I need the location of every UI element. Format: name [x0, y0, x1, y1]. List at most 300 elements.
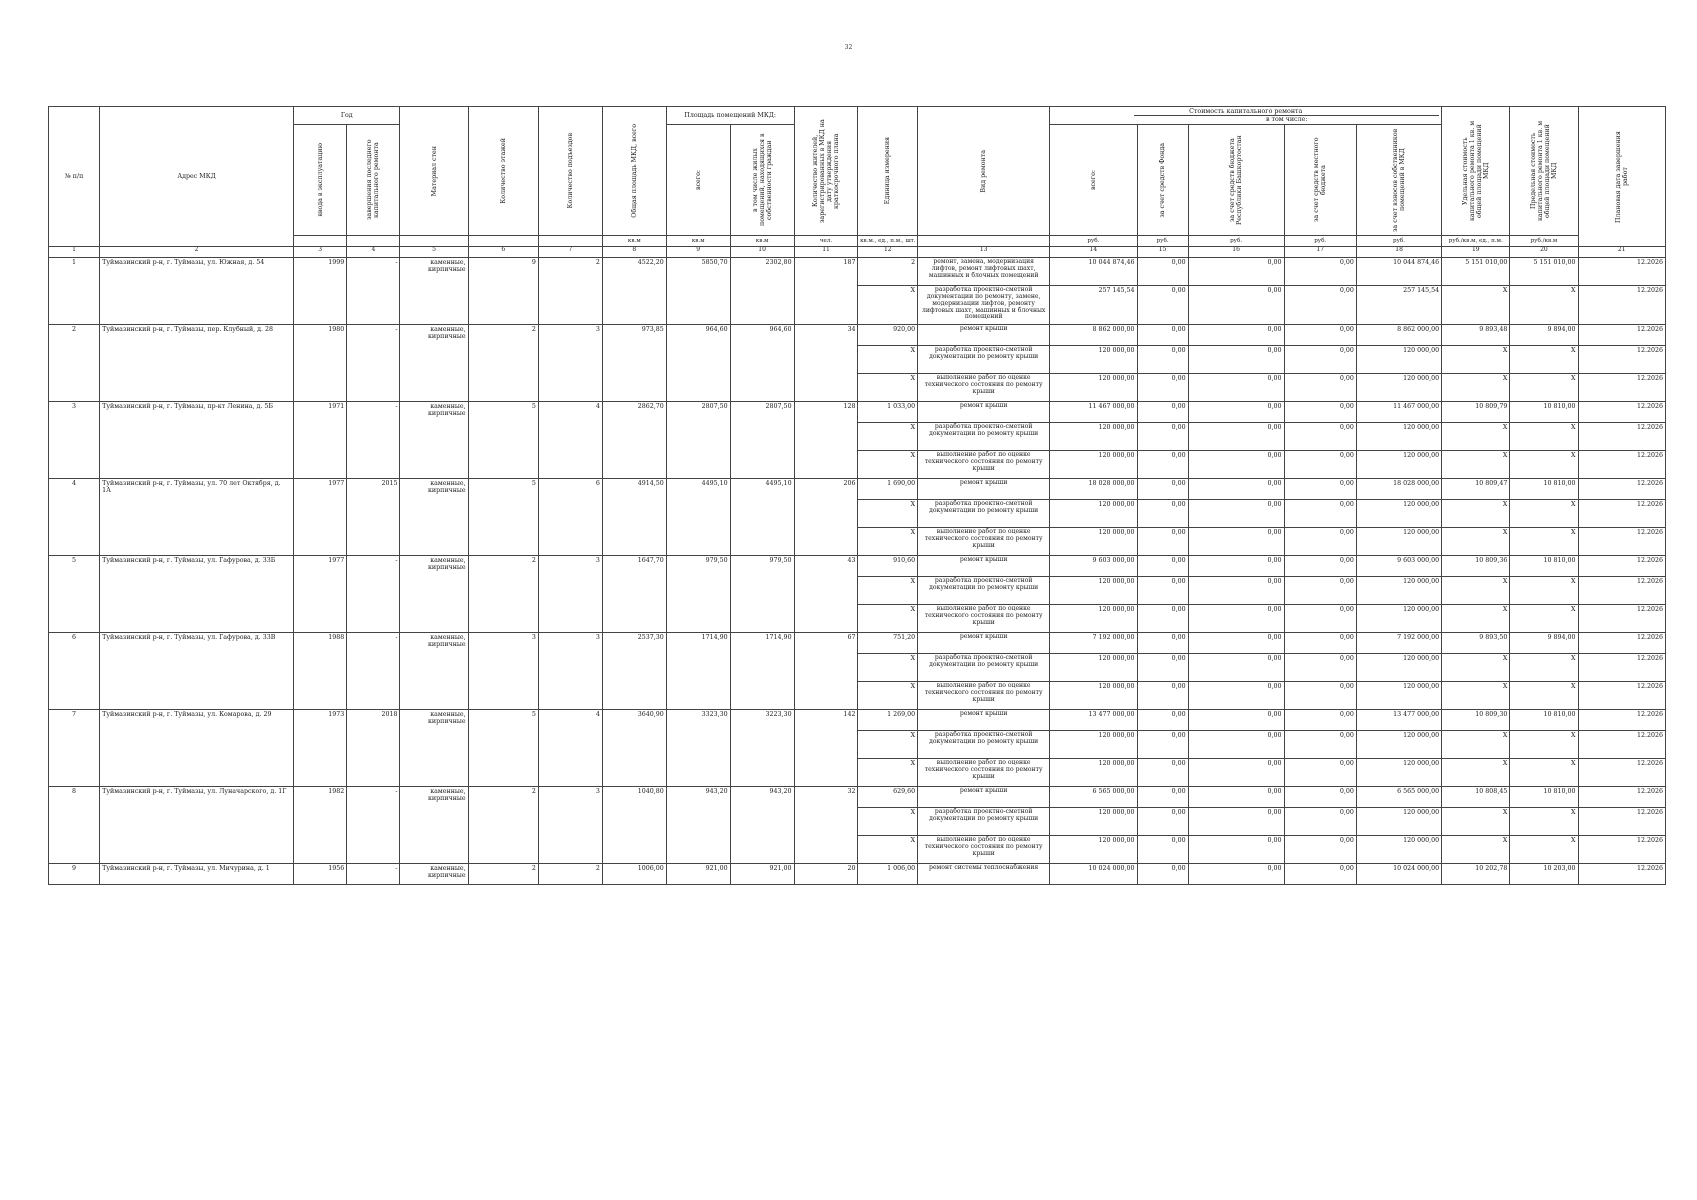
work-cost-total: 120 000,00 — [1050, 577, 1137, 605]
work-cost-owners: 120 000,00 — [1356, 808, 1441, 836]
work-limit-cost: X — [1510, 759, 1578, 787]
work-unit-cost: X — [1442, 577, 1510, 605]
work-cost-fund: 0,00 — [1137, 374, 1188, 402]
work-planned-date: 12.2026 — [1578, 286, 1666, 325]
row-area-residential: 3223,30 — [730, 710, 794, 787]
header-year-commission: ввода в эксплуатацию — [293, 125, 346, 236]
work-unit-cost: 10 808,45 — [1442, 787, 1510, 808]
work-unit: 910,60 — [858, 556, 918, 577]
work-cost-owners: 120 000,00 — [1356, 605, 1441, 633]
work-cost-total: 10 024 000,00 — [1050, 864, 1137, 885]
work-unit-cost: X — [1442, 731, 1510, 759]
work-cost-republic: 0,00 — [1188, 633, 1284, 654]
header-year-last-repair: завершения последнего капитального ремонта — [347, 125, 400, 236]
row-wall-material: каменные, кирпичные — [400, 402, 468, 479]
unit-label-col-9: кв.м — [666, 236, 730, 247]
work-unit-cost: X — [1442, 374, 1510, 402]
row-wall-material: каменные, кирпичные — [400, 479, 468, 556]
row-total-area: 1006,00 — [602, 864, 666, 885]
row-area-all: 979,50 — [666, 556, 730, 633]
work-cost-owners: 13 477 000,00 — [1356, 710, 1441, 731]
table-row — [49, 402, 1666, 423]
column-number-3: 3 — [293, 247, 346, 258]
work-unit-cost: X — [1442, 500, 1510, 528]
work-type: ремонт крыши — [918, 402, 1050, 423]
row-year-repair: 2018 — [347, 710, 400, 787]
row-entrances: 2 — [538, 258, 602, 325]
work-unit: X — [858, 654, 918, 682]
row-residents: 128 — [794, 402, 858, 479]
work-planned-date: 12.2026 — [1578, 528, 1666, 556]
work-cost-fund: 0,00 — [1137, 864, 1188, 885]
column-number-10: 10 — [730, 247, 794, 258]
header-cost-group — [1050, 107, 1442, 125]
work-cost-fund: 0,00 — [1137, 528, 1188, 556]
header-floors: Количество этажей — [468, 107, 538, 236]
column-number-18: 18 — [1356, 247, 1441, 258]
work-cost-republic: 0,00 — [1188, 286, 1284, 325]
row-residents: 142 — [794, 710, 858, 787]
column-number-21: 21 — [1578, 247, 1666, 258]
work-unit-cost: X — [1442, 286, 1510, 325]
work-cost-owners: 120 000,00 — [1356, 374, 1441, 402]
column-number-15: 15 — [1137, 247, 1188, 258]
work-cost-fund: 0,00 — [1137, 633, 1188, 654]
work-cost-local: 0,00 — [1284, 325, 1356, 346]
work-cost-local: 0,00 — [1284, 808, 1356, 836]
work-cost-fund: 0,00 — [1137, 577, 1188, 605]
column-number-16: 16 — [1188, 247, 1284, 258]
work-limit-cost: X — [1510, 374, 1578, 402]
work-planned-date: 12.2026 — [1578, 787, 1666, 808]
work-cost-total: 13 477 000,00 — [1050, 710, 1137, 731]
work-limit-cost: X — [1510, 451, 1578, 479]
work-cost-local: 0,00 — [1284, 423, 1356, 451]
work-planned-date: 12.2026 — [1578, 556, 1666, 577]
row-total-area: 973,85 — [602, 325, 666, 402]
header-area-residential: в том числе жилых помещений, находящихся в собственности граждан — [730, 125, 794, 236]
work-cost-local: 0,00 — [1284, 710, 1356, 731]
work-unit: X — [858, 374, 918, 402]
work-cost-fund: 0,00 — [1137, 423, 1188, 451]
work-unit: X — [858, 836, 918, 864]
row-total-area: 2537,30 — [602, 633, 666, 710]
table-body — [49, 247, 1666, 885]
work-planned-date: 12.2026 — [1578, 479, 1666, 500]
table-row — [49, 479, 1666, 500]
unit-label-col-11: чел. — [794, 236, 858, 247]
unit-label-col-17: руб. — [1284, 236, 1356, 247]
work-unit: 1 269,00 — [858, 710, 918, 731]
work-cost-total: 120 000,00 — [1050, 451, 1137, 479]
row-entrances: 3 — [538, 787, 602, 864]
work-unit: 1 006,00 — [858, 864, 918, 885]
repair-plan-table — [48, 106, 1666, 885]
column-number-12: 12 — [858, 247, 918, 258]
work-cost-total: 120 000,00 — [1050, 654, 1137, 682]
row-area-all: 1714,90 — [666, 633, 730, 710]
work-cost-owners: 120 000,00 — [1356, 346, 1441, 374]
work-cost-fund: 0,00 — [1137, 682, 1188, 710]
row-entrances: 3 — [538, 633, 602, 710]
work-type: разработка проектно-сметной документации по ремонту крыши — [918, 654, 1050, 682]
work-cost-fund: 0,00 — [1137, 500, 1188, 528]
header-limit-cost: Предельная стоимость капитального ремонта 1 кв. м общей площади помещений МКД — [1510, 107, 1578, 236]
work-cost-fund: 0,00 — [1137, 836, 1188, 864]
work-cost-total: 9 603 000,00 — [1050, 556, 1137, 577]
work-planned-date: 12.2026 — [1578, 605, 1666, 633]
row-area-residential: 979,50 — [730, 556, 794, 633]
row-wall-material: каменные, кирпичные — [400, 864, 468, 885]
work-type: разработка проектно-сметной документации по ремонту крыши — [918, 500, 1050, 528]
work-type: выполнение работ по оценке технического состояния по ремонту крыши — [918, 682, 1050, 710]
work-unit: X — [858, 731, 918, 759]
row-wall-material: каменные, кирпичные — [400, 325, 468, 402]
work-limit-cost: 5 151 010,00 — [1510, 258, 1578, 286]
work-cost-local: 0,00 — [1284, 258, 1356, 286]
work-unit-cost: 9 893,50 — [1442, 633, 1510, 654]
row-residents: 34 — [794, 325, 858, 402]
work-unit-cost: 10 202,78 — [1442, 864, 1510, 885]
row-entrances: 2 — [538, 864, 602, 885]
row-area-all: 4495,10 — [666, 479, 730, 556]
work-planned-date: 12.2026 — [1578, 258, 1666, 286]
column-number-20: 20 — [1510, 247, 1578, 258]
work-unit-cost: X — [1442, 654, 1510, 682]
work-cost-local: 0,00 — [1284, 402, 1356, 423]
work-cost-republic: 0,00 — [1188, 836, 1284, 864]
row-total-area: 2862,70 — [602, 402, 666, 479]
work-limit-cost: X — [1510, 836, 1578, 864]
work-cost-fund: 0,00 — [1137, 451, 1188, 479]
work-type: ремонт, замена, модернизация лифтов, ремонт лифтовых шахт, машинных и блочных помещений — [918, 258, 1050, 286]
work-cost-local: 0,00 — [1284, 286, 1356, 325]
column-number-1: 1 — [49, 247, 100, 258]
work-cost-local: 0,00 — [1284, 528, 1356, 556]
row-year-repair: - — [347, 258, 400, 325]
column-number-9: 9 — [666, 247, 730, 258]
work-cost-republic: 0,00 — [1188, 325, 1284, 346]
work-cost-fund: 0,00 — [1137, 325, 1188, 346]
work-cost-owners: 120 000,00 — [1356, 500, 1441, 528]
row-floors: 3 — [468, 633, 538, 710]
repair-plan-table-container — [48, 106, 1666, 885]
work-cost-owners: 120 000,00 — [1356, 836, 1441, 864]
row-year-repair: 2015 — [347, 479, 400, 556]
work-cost-owners: 257 145,54 — [1356, 286, 1441, 325]
work-unit: X — [858, 808, 918, 836]
row-number: 5 — [49, 556, 100, 633]
work-cost-republic: 0,00 — [1188, 451, 1284, 479]
work-type: ремонт системы теплоснабжения — [918, 864, 1050, 885]
header-area-group: Площадь помещений МКД: — [666, 107, 794, 125]
work-cost-fund: 0,00 — [1137, 808, 1188, 836]
work-type: разработка проектно-сметной документации по ремонту крыши — [918, 808, 1050, 836]
table-row — [49, 787, 1666, 808]
work-unit: 920,00 — [858, 325, 918, 346]
work-cost-local: 0,00 — [1284, 451, 1356, 479]
work-type: выполнение работ по оценке технического состояния по ремонту крыши — [918, 451, 1050, 479]
unit-label-col-8: кв.м — [602, 236, 666, 247]
unit-label-col-13 — [918, 236, 1050, 247]
row-address: Туймазинский р-н, г. Туймазы, ул. Гафурова, д. 33В — [100, 633, 294, 710]
work-unit-cost: 5 151 010,00 — [1442, 258, 1510, 286]
work-limit-cost: X — [1510, 423, 1578, 451]
row-address: Туймазинский р-н, г. Туймазы, ул. Мичурина, д. 1 — [100, 864, 294, 885]
work-limit-cost: X — [1510, 346, 1578, 374]
unit-label-col-3 — [293, 236, 346, 247]
work-cost-owners: 7 192 000,00 — [1356, 633, 1441, 654]
header-cost-owners: за счет взносов собственников помещений в МКД — [1356, 125, 1441, 236]
work-planned-date: 12.2026 — [1578, 500, 1666, 528]
row-area-residential: 921,00 — [730, 864, 794, 885]
work-unit-cost: X — [1442, 605, 1510, 633]
work-type: разработка проектно-сметной документации по ремонту крыши — [918, 577, 1050, 605]
work-planned-date: 12.2026 — [1578, 633, 1666, 654]
work-planned-date: 12.2026 — [1578, 577, 1666, 605]
row-area-all: 2807,50 — [666, 402, 730, 479]
work-planned-date: 12.2026 — [1578, 654, 1666, 682]
work-cost-owners: 120 000,00 — [1356, 577, 1441, 605]
work-planned-date: 12.2026 — [1578, 731, 1666, 759]
work-cost-local: 0,00 — [1284, 633, 1356, 654]
work-limit-cost: X — [1510, 286, 1578, 325]
work-unit-cost: X — [1442, 808, 1510, 836]
work-type: ремонт крыши — [918, 633, 1050, 654]
work-unit-cost: X — [1442, 759, 1510, 787]
row-total-area: 3640,90 — [602, 710, 666, 787]
row-year-built: 1977 — [293, 556, 346, 633]
header-no: № п/п — [49, 107, 100, 247]
row-area-residential: 2807,50 — [730, 402, 794, 479]
row-year-repair: - — [347, 556, 400, 633]
work-cost-republic: 0,00 — [1188, 577, 1284, 605]
row-area-all: 964,60 — [666, 325, 730, 402]
work-unit: X — [858, 451, 918, 479]
row-year-built: 1980 — [293, 325, 346, 402]
row-year-repair: - — [347, 787, 400, 864]
work-type: ремонт крыши — [918, 710, 1050, 731]
work-unit-cost: X — [1442, 346, 1510, 374]
column-number-17: 17 — [1284, 247, 1356, 258]
header-year-group: Год — [293, 107, 400, 125]
work-cost-republic: 0,00 — [1188, 423, 1284, 451]
column-number-8: 8 — [602, 247, 666, 258]
work-cost-owners: 120 000,00 — [1356, 682, 1441, 710]
unit-label-col-6 — [468, 236, 538, 247]
row-entrances: 4 — [538, 402, 602, 479]
row-area-residential: 1714,90 — [730, 633, 794, 710]
work-unit: 2 — [858, 258, 918, 286]
work-cost-fund: 0,00 — [1137, 605, 1188, 633]
work-cost-total: 120 000,00 — [1050, 808, 1137, 836]
table-row — [49, 325, 1666, 346]
work-limit-cost: 10 810,00 — [1510, 479, 1578, 500]
row-entrances: 3 — [538, 325, 602, 402]
work-cost-total: 120 000,00 — [1050, 759, 1137, 787]
work-unit-cost: 10 809,79 — [1442, 402, 1510, 423]
column-number-7: 7 — [538, 247, 602, 258]
work-planned-date: 12.2026 — [1578, 374, 1666, 402]
row-floors: 2 — [468, 556, 538, 633]
work-limit-cost: X — [1510, 577, 1578, 605]
work-unit: X — [858, 759, 918, 787]
work-type: ремонт крыши — [918, 556, 1050, 577]
work-cost-total: 120 000,00 — [1050, 682, 1137, 710]
work-limit-cost: 10 203,00 — [1510, 864, 1578, 885]
row-year-repair: - — [347, 402, 400, 479]
work-type: ремонт крыши — [918, 787, 1050, 808]
unit-label-col-18: руб. — [1356, 236, 1441, 247]
unit-label-col-19: руб./кв.м, ед., п.м. — [1442, 236, 1510, 247]
row-address: Туймазинский р-н, г. Туймазы, пер. Клубный, д. 28 — [100, 325, 294, 402]
unit-label-col-7 — [538, 236, 602, 247]
work-unit: X — [858, 577, 918, 605]
row-residents: 187 — [794, 258, 858, 325]
column-number-11: 11 — [794, 247, 858, 258]
work-cost-local: 0,00 — [1284, 577, 1356, 605]
work-unit: 1 690,00 — [858, 479, 918, 500]
row-floors: 5 — [468, 402, 538, 479]
row-residents: 32 — [794, 787, 858, 864]
row-residents: 20 — [794, 864, 858, 885]
unit-label-col-5 — [400, 236, 468, 247]
row-entrances: 6 — [538, 479, 602, 556]
row-residents: 67 — [794, 633, 858, 710]
work-cost-local: 0,00 — [1284, 605, 1356, 633]
work-type: выполнение работ по оценке технического состояния по ремонту крыши — [918, 374, 1050, 402]
row-floors: 5 — [468, 479, 538, 556]
column-number-13: 13 — [918, 247, 1050, 258]
work-cost-republic: 0,00 — [1188, 258, 1284, 286]
work-cost-fund: 0,00 — [1137, 286, 1188, 325]
work-cost-total: 120 000,00 — [1050, 731, 1137, 759]
work-cost-total: 8 862 000,00 — [1050, 325, 1137, 346]
unit-label-col-10: кв.м — [730, 236, 794, 247]
row-year-built: 1956 — [293, 864, 346, 885]
work-cost-republic: 0,00 — [1188, 479, 1284, 500]
work-cost-fund: 0,00 — [1137, 402, 1188, 423]
work-cost-republic: 0,00 — [1188, 346, 1284, 374]
work-unit: X — [858, 346, 918, 374]
work-cost-total: 120 000,00 — [1050, 836, 1137, 864]
header-planned-date: Плановая дата завершения работ — [1578, 107, 1666, 247]
work-unit-cost: X — [1442, 528, 1510, 556]
work-cost-republic: 0,00 — [1188, 500, 1284, 528]
unit-label-col-14: руб. — [1050, 236, 1137, 247]
row-wall-material: каменные, кирпичные — [400, 633, 468, 710]
work-cost-republic: 0,00 — [1188, 528, 1284, 556]
work-type: ремонт крыши — [918, 325, 1050, 346]
row-year-built: 1982 — [293, 787, 346, 864]
row-area-all: 5850,70 — [666, 258, 730, 325]
header-cost-total: всего: — [1050, 125, 1137, 236]
header-unit: Единица измерения — [858, 107, 918, 236]
row-address: Туймазинский р-н, г. Туймазы, ул. Южная, д. 54 — [100, 258, 294, 325]
work-planned-date: 12.2026 — [1578, 759, 1666, 787]
row-area-residential: 4495,10 — [730, 479, 794, 556]
work-cost-total: 120 000,00 — [1050, 374, 1137, 402]
header-wall-material: Материал стен — [400, 107, 468, 236]
row-area-all: 3323,30 — [666, 710, 730, 787]
row-total-area: 4522,20 — [602, 258, 666, 325]
row-wall-material: каменные, кирпичные — [400, 787, 468, 864]
work-cost-total: 120 000,00 — [1050, 605, 1137, 633]
work-cost-total: 11 467 000,00 — [1050, 402, 1137, 423]
work-planned-date: 12.2026 — [1578, 836, 1666, 864]
row-number: 4 — [49, 479, 100, 556]
unit-label-col-15: руб. — [1137, 236, 1188, 247]
header-work-type: Вид ремонта — [918, 107, 1050, 236]
work-unit: X — [858, 682, 918, 710]
row-floors: 2 — [468, 864, 538, 885]
work-planned-date: 12.2026 — [1578, 346, 1666, 374]
header-area-total: всего: — [666, 125, 730, 236]
row-total-area: 1040,80 — [602, 787, 666, 864]
work-cost-owners: 18 028 000,00 — [1356, 479, 1441, 500]
row-number: 7 — [49, 710, 100, 787]
work-cost-local: 0,00 — [1284, 731, 1356, 759]
work-cost-local: 0,00 — [1284, 654, 1356, 682]
row-floors: 2 — [468, 787, 538, 864]
row-year-built: 1999 — [293, 258, 346, 325]
work-cost-owners: 120 000,00 — [1356, 654, 1441, 682]
table-row — [49, 556, 1666, 577]
row-year-repair: - — [347, 325, 400, 402]
work-cost-local: 0,00 — [1284, 346, 1356, 374]
work-unit-cost: 9 893,48 — [1442, 325, 1510, 346]
work-type: выполнение работ по оценке технического состояния по ремонту крыши — [918, 759, 1050, 787]
work-cost-local: 0,00 — [1284, 864, 1356, 885]
work-planned-date: 12.2026 — [1578, 710, 1666, 731]
column-number-14: 14 — [1050, 247, 1137, 258]
row-area-residential: 943,20 — [730, 787, 794, 864]
row-floors: 9 — [468, 258, 538, 325]
row-number: 3 — [49, 402, 100, 479]
row-year-built: 1973 — [293, 710, 346, 787]
work-cost-fund: 0,00 — [1137, 759, 1188, 787]
row-address: Туймазинский р-н, г. Туймазы, ул. Гафурова, д. 33Б — [100, 556, 294, 633]
work-cost-owners: 6 565 000,00 — [1356, 787, 1441, 808]
row-total-area: 4914,50 — [602, 479, 666, 556]
work-cost-republic: 0,00 — [1188, 759, 1284, 787]
work-cost-owners: 10 044 874,46 — [1356, 258, 1441, 286]
work-limit-cost: 10 810,00 — [1510, 787, 1578, 808]
unit-label-col-12: кв.м., ед., п.м., шт. — [858, 236, 918, 247]
row-number: 8 — [49, 787, 100, 864]
column-number-6: 6 — [468, 247, 538, 258]
work-unit-cost: 10 809,30 — [1442, 710, 1510, 731]
work-cost-total: 257 145,54 — [1050, 286, 1137, 325]
work-cost-republic: 0,00 — [1188, 374, 1284, 402]
work-cost-local: 0,00 — [1284, 759, 1356, 787]
work-cost-local: 0,00 — [1284, 374, 1356, 402]
row-number: 2 — [49, 325, 100, 402]
work-unit-cost: 10 809,36 — [1442, 556, 1510, 577]
work-cost-republic: 0,00 — [1188, 731, 1284, 759]
work-unit: 1 033,00 — [858, 402, 918, 423]
row-address: Туймазинский р-н, г. Туймазы, ул. Луначарского, д. 1Г — [100, 787, 294, 864]
work-cost-republic: 0,00 — [1188, 654, 1284, 682]
column-number-2: 2 — [100, 247, 294, 258]
work-cost-total: 120 000,00 — [1050, 500, 1137, 528]
row-area-all: 943,20 — [666, 787, 730, 864]
header-total-area: Общая площадь МКД, всего — [602, 107, 666, 236]
header-unit-cost: Удельная стоимость капитального ремонта 1 кв. м общей площади помещений МКД — [1442, 107, 1510, 236]
work-cost-owners: 120 000,00 — [1356, 451, 1441, 479]
row-residents: 43 — [794, 556, 858, 633]
work-limit-cost: X — [1510, 682, 1578, 710]
